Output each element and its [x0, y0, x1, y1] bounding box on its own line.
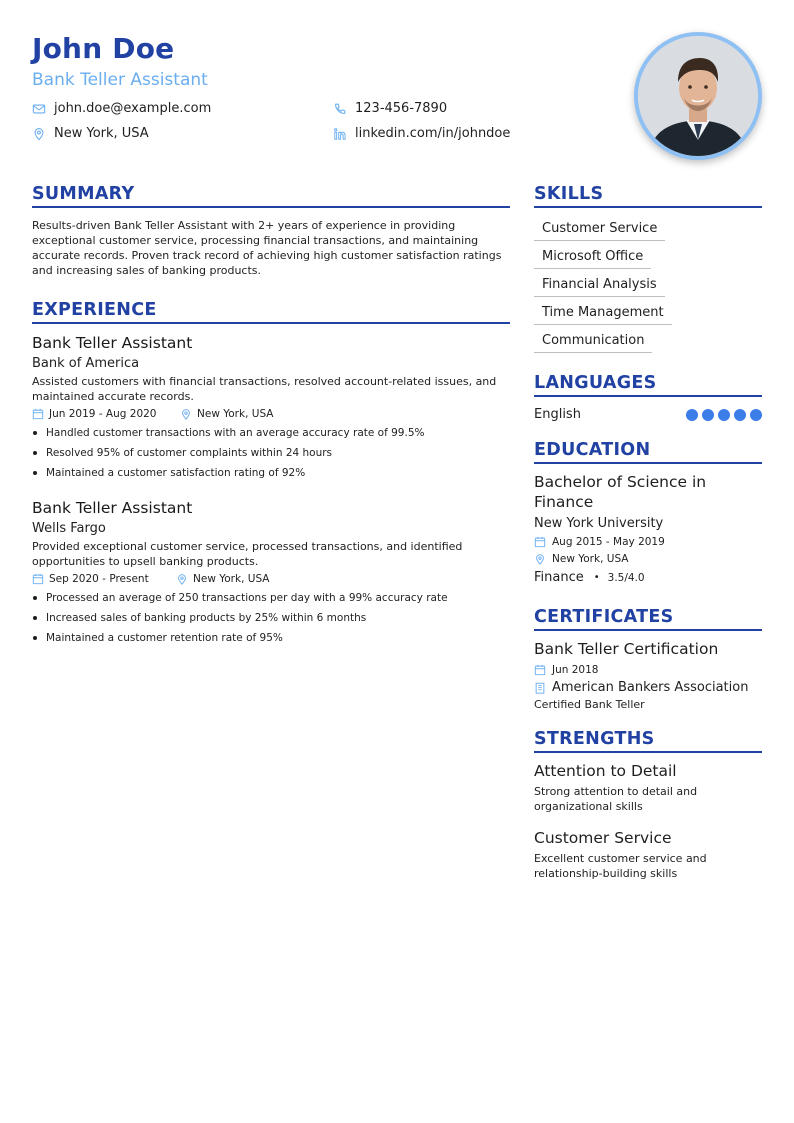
education-field-text: Finance: [534, 570, 584, 585]
job-meta: [32, 408, 510, 420]
calendar-icon: [534, 664, 546, 676]
strength-description: Strong attention to detail and organizational skills: [534, 785, 698, 813]
achievement-item: Increased sales of banking products by 25% within 6 months: [32, 608, 510, 628]
job-location-text: New York, USA: [193, 573, 270, 585]
education-school: New York University: [534, 516, 664, 531]
proficiency-dot: [734, 409, 746, 421]
linkedin-icon: [333, 127, 347, 141]
skills-heading: SKILLS: [534, 184, 762, 208]
job-dates-text: Sep 2020 - Present: [49, 573, 149, 585]
job-meta: [32, 573, 510, 585]
location-pin-icon: [534, 553, 546, 565]
certificate-description: Certified Bank Teller: [534, 698, 645, 711]
job-entry: [32, 497, 510, 648]
education-location: [534, 553, 762, 565]
education-degree: Bachelor of Science in Finance: [534, 473, 707, 511]
job-dates: [32, 573, 176, 585]
summary-text: Results-driven Bank Teller Assistant with 2+ years of experience in providing exceptional customer service, processing financial transactions, and maintaining accurate records. Proven track record of achieving high customer satisfaction ratings and increasing sales of banking products.: [32, 219, 502, 277]
location-pin-icon: [180, 408, 192, 420]
achievement-item: Handled customer transactions with an average accuracy rate of 99.5%: [32, 423, 510, 443]
job-location: [180, 408, 273, 420]
contact-location: [32, 126, 149, 141]
achievement-item: Processed an average of 250 transactions per day with a 99% accuracy rate: [32, 588, 510, 608]
job-entry: [32, 332, 510, 483]
job-achievements: [32, 588, 510, 648]
skill-tag: Time Management: [534, 304, 672, 325]
email-text: john.doe@example.com: [54, 101, 212, 116]
language-name: English: [534, 407, 581, 422]
education-dates: [534, 536, 762, 548]
job-title: Bank Teller Assistant: [32, 334, 193, 352]
location-pin-icon: [176, 573, 188, 585]
job-dates: [32, 408, 180, 420]
linkedin-text: linkedin.com/in/johndoe: [355, 126, 511, 141]
certificate-date-text: Jun 2018: [552, 664, 599, 676]
skill-tag: Microsoft Office: [534, 248, 651, 269]
job-dates-text: Jun 2019 - Aug 2020: [49, 408, 157, 420]
certificate-date: [534, 664, 762, 676]
phone-text: 123-456-7890: [355, 101, 448, 116]
strength-description: Excellent customer service and relationship-building skills: [534, 852, 707, 880]
job-achievements: [32, 423, 510, 483]
job-description: Provided exceptional customer service, processed transactions, and identified opportunities to upsell banking products.: [32, 540, 463, 568]
achievement-item: Maintained a customer satisfaction rating of 92%: [32, 463, 510, 483]
achievement-item: Maintained a customer retention rate of 95%: [32, 628, 510, 648]
certificate-issuer-text: American Bankers Association: [552, 680, 749, 695]
experience-heading: EXPERIENCE: [32, 300, 510, 324]
calendar-icon: [32, 573, 44, 585]
summary-heading: SUMMARY: [32, 184, 510, 208]
skill-tag: Customer Service: [534, 220, 665, 241]
job-location-text: New York, USA: [197, 408, 274, 420]
contact-linkedin[interactable]: [333, 126, 510, 141]
building-icon: [534, 682, 546, 694]
education-location-text: New York, USA: [552, 553, 629, 565]
job-description: Assisted customers with financial transactions, resolved account-related issues, and maintained accurate records.: [32, 375, 497, 403]
candidate-name: John Doe: [32, 32, 175, 65]
phone-icon: [333, 102, 347, 116]
certificate-issuer: [534, 680, 762, 695]
proficiency-dot: [718, 409, 730, 421]
contact-phone[interactable]: [333, 101, 447, 116]
main-column: [32, 184, 510, 648]
certificate-name: Bank Teller Certification: [534, 640, 719, 658]
education-heading: EDUCATION: [534, 440, 762, 464]
language-item: [534, 407, 762, 422]
sidebar-column: [534, 184, 762, 881]
job-company: Wells Fargo: [32, 521, 106, 536]
calendar-icon: [32, 408, 44, 420]
language-level-dots: [686, 409, 762, 421]
strength-title: Attention to Detail: [534, 762, 677, 780]
profile-portrait: [638, 36, 758, 156]
mail-icon: [32, 102, 46, 116]
contact-email[interactable]: [32, 101, 211, 116]
proficiency-dot: [750, 409, 762, 421]
calendar-icon: [534, 536, 546, 548]
strength-title: Customer Service: [534, 829, 672, 847]
proficiency-dot: [686, 409, 698, 421]
strengths-heading: STRENGTHS: [534, 729, 762, 753]
achievement-item: Resolved 95% of customer complaints within 24 hours: [32, 443, 510, 463]
job-location: [176, 573, 269, 585]
skill-tag: Financial Analysis: [534, 276, 665, 297]
certificates-heading: CERTIFICATES: [534, 607, 762, 631]
education-gpa: 3.5/4.0: [607, 571, 645, 584]
job-company: Bank of America: [32, 356, 140, 371]
skills-list: [534, 217, 762, 357]
resume-header: [32, 30, 762, 170]
education-field: [534, 570, 762, 585]
location-pin-icon: [32, 127, 46, 141]
job-title: Bank Teller Assistant: [32, 499, 193, 517]
skill-tag: Communication: [534, 332, 652, 353]
candidate-title: Bank Teller Assistant: [32, 70, 208, 90]
location-text: New York, USA: [54, 126, 149, 141]
separator-dot: •: [593, 572, 600, 583]
languages-heading: LANGUAGES: [534, 373, 762, 397]
proficiency-dot: [702, 409, 714, 421]
profile-photo: [634, 32, 762, 160]
education-dates-text: Aug 2015 - May 2019: [552, 536, 665, 548]
